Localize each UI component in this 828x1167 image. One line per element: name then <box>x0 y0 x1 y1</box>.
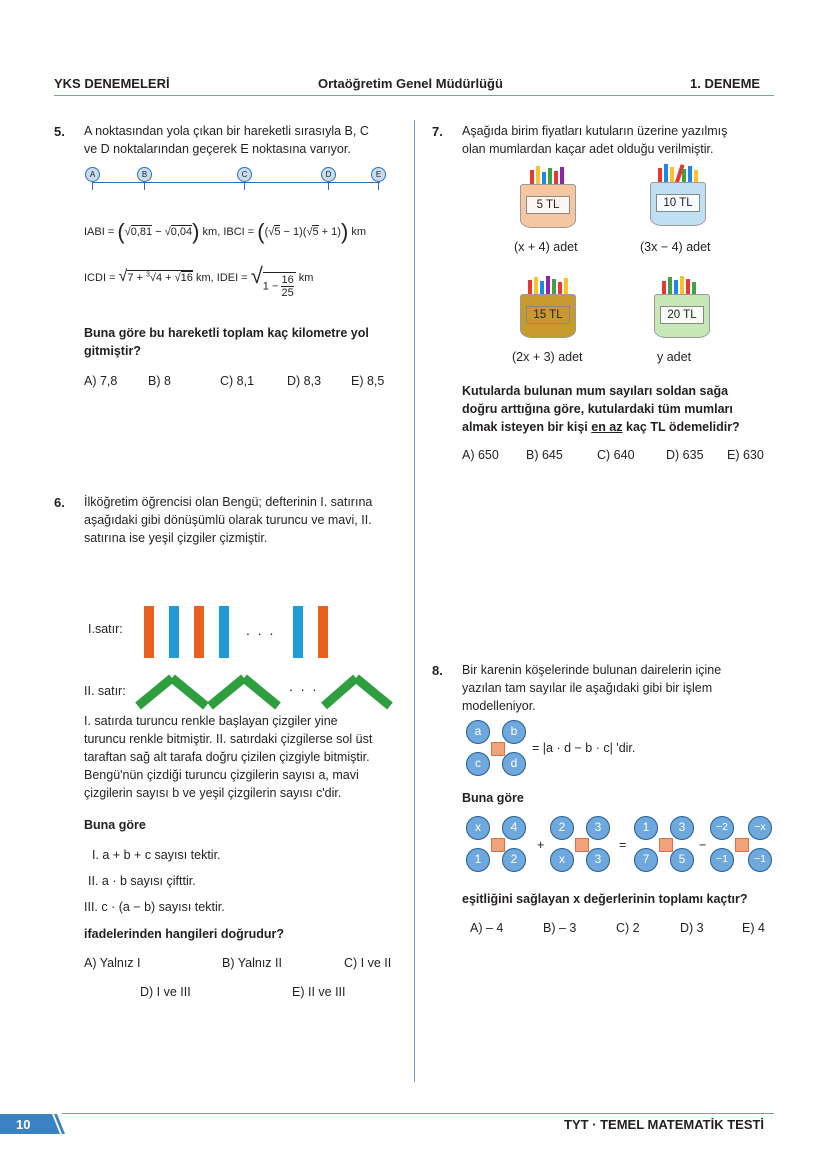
q8-minus: − <box>699 838 707 852</box>
q5-paren: ( <box>117 219 125 244</box>
q5-sqrt-icon: √ <box>149 272 156 284</box>
q7-box-1-price: 5 TL <box>526 196 570 214</box>
q5-sqrt-icon: √ <box>164 226 171 238</box>
q8-g2-d: 3 <box>586 848 610 872</box>
q8-number: 8. <box>432 663 443 678</box>
q6-statement-2: II. a · b sayısı çifttir. <box>88 874 196 888</box>
q5-cd-7: 7 + <box>127 272 143 284</box>
q8-g1-b: 4 <box>502 816 526 840</box>
q8-g4-d: −1 <box>748 848 772 872</box>
q8-model-b: b <box>502 720 526 744</box>
q5-de-num: 16 <box>281 273 294 286</box>
q7-box-2-price: 10 TL <box>656 194 700 212</box>
q7-option-e[interactable]: E) 630 <box>727 448 764 462</box>
q7-candle-box-2 <box>650 164 706 228</box>
q5-sqrt-icon: √ <box>174 272 181 284</box>
q8-g3-d: 5 <box>670 848 694 872</box>
q8-model-rule: = |a · d − b · c| 'dir. <box>532 741 636 755</box>
q8-g4-a: −2 <box>710 816 734 840</box>
q8-square <box>491 742 505 756</box>
q5-km-4: km <box>298 272 314 284</box>
q6-green-zigzag <box>134 672 394 712</box>
q6-para-4: Bengü'nün çizdiği turuncu çizgilerin sayısı a, mavi <box>84 768 359 782</box>
q5-cd-4: 4 + <box>155 272 172 284</box>
q6-option-d[interactable]: D) I ve III <box>140 985 191 999</box>
q7-box-1-count: (x + 4) adet <box>514 240 578 254</box>
q8-square <box>735 838 749 852</box>
q8-square <box>491 838 505 852</box>
q6-statement-3: III. c · (a − b) sayısı tektir. <box>84 900 225 914</box>
q5-km-3: km, <box>195 272 214 284</box>
q5-point-d: D <box>321 167 336 182</box>
q8-text-3: modelleniyor. <box>462 699 536 713</box>
q8-group-2 <box>550 816 614 874</box>
q7-box-4-price: 20 TL <box>660 306 704 324</box>
q5-sqrt-icon: √ <box>124 226 131 238</box>
q8-model-figure <box>464 720 532 778</box>
q5-point-a: A <box>85 167 100 182</box>
q5-cd-root-index: 3 <box>146 271 150 279</box>
q8-g1-d: 2 <box>502 848 526 872</box>
q5-tick <box>92 182 93 190</box>
q6-question: ifadelerinden hangileri doğrudur? <box>84 927 285 941</box>
q6-text-3: satırına ise yeşil çizgiler çizmiştir. <box>84 531 268 545</box>
q5-text-1: A noktasından yola çıkan bir hareketli sırasıyla B, C <box>84 124 369 138</box>
q7-candle-box-4 <box>654 276 710 340</box>
q5-de-1: 1 − <box>262 280 279 292</box>
header-exam: 1. DENEME <box>690 76 761 91</box>
q8-g1-a: x <box>466 816 490 840</box>
q6-option-e[interactable]: E) II ve III <box>292 985 346 999</box>
q8-question: eşitliğini sağlayan x değerlerinin toplamı kaçtır? <box>462 892 748 906</box>
q7-number: 7. <box>432 124 443 139</box>
q5-point-c: C <box>237 167 252 182</box>
q5-sqrt-icon: √ <box>250 263 263 288</box>
q6-statement-1: I. a + b + c sayısı tektir. <box>92 848 221 862</box>
q5-tick <box>328 182 329 190</box>
q7-question-1: Kutularda bulunan mum sayıları soldan sağa <box>462 384 729 398</box>
q7-question-2: doğru arttığına göre, kutulardaki tüm mumları <box>462 402 733 416</box>
column-divider <box>414 120 415 1082</box>
q8-group-4 <box>710 816 776 874</box>
q5-option-c[interactable]: C) 8,1 <box>220 374 255 388</box>
q6-green-line <box>356 678 390 706</box>
q6-para-2: turuncu renkle bitmiştir. II. satırdaki çizgilerse sol üst <box>84 732 373 746</box>
footer-tab-slant-icon <box>46 1114 66 1134</box>
q7-box-3-count: (2x + 3) adet <box>512 350 583 364</box>
q5-route-line <box>92 182 380 183</box>
q6-para-3: taraftan sağ alt tarafa doğru çizilen çizgiyle bitmiştir. <box>84 750 370 764</box>
q5-tick <box>244 182 245 190</box>
q8-g2-a: 2 <box>550 816 574 840</box>
q6-text-2: aşağıdaki gibi dönüşümlü olarak turuncu ve mavi, II. <box>84 513 372 527</box>
q5-number: 5. <box>54 124 65 139</box>
q7-option-d[interactable]: D) 635 <box>666 448 704 462</box>
q7-box-4-count: y adet <box>657 350 692 364</box>
q6-green-line <box>244 678 278 706</box>
q8-option-a[interactable]: A) – 4 <box>470 921 504 935</box>
q6-row2-label: II. satır: <box>84 684 126 698</box>
q6-orange-line <box>144 606 154 658</box>
q6-option-b[interactable]: B) Yalnız II <box>222 956 282 970</box>
q5-tick <box>378 182 379 190</box>
q8-square <box>659 838 673 852</box>
q6-green-line <box>210 678 244 706</box>
q6-green-line <box>324 678 356 706</box>
q6-number: 6. <box>54 495 65 510</box>
q5-bc-5a: 5 <box>274 226 281 238</box>
q5-point-e: E <box>371 167 386 182</box>
q7-option-b[interactable]: B) 645 <box>526 448 563 462</box>
footer-divider <box>62 1113 774 1114</box>
q8-g3-c: 7 <box>634 848 658 872</box>
q5-ab-b: 0,04 <box>170 226 193 238</box>
q6-row1-ellipsis: . . . <box>246 622 276 638</box>
q6-para-5: çizgilerin sayısı b ve yeşil çizgilerin sayısı c'dir. <box>84 786 342 800</box>
q5-de-label: IDEI = <box>216 272 248 284</box>
q7-text-1: Aşağıda birim fiyatları kutuların üzerine yazılmış <box>462 124 728 138</box>
q8-g3-a: 1 <box>634 816 658 840</box>
q6-green-line <box>172 678 206 706</box>
q8-g4-b: −x <box>748 816 772 840</box>
q8-option-b[interactable]: B) – 3 <box>543 921 577 935</box>
q5-question-1: Buna göre bu hareketli toplam kaç kilometre yol <box>84 326 369 340</box>
q5-ab-label: IABI = <box>84 226 115 238</box>
q5-paren: ( <box>257 219 265 244</box>
q8-g3-b: 3 <box>670 816 694 840</box>
q5-point-b: B <box>137 167 152 182</box>
q7-question-3 <box>462 418 740 436</box>
q5-ab-a: 0,81 <box>130 226 153 238</box>
q8-option-d[interactable]: D) 3 <box>680 921 704 935</box>
q8-model-c: c <box>466 752 490 776</box>
q8-equals: = <box>619 838 627 852</box>
q5-formula-ab-bc: IABI = (√0,81 − √0,04) km, IBCI = ((√5 − 1)(√5 + 1)) km <box>84 219 366 244</box>
q5-sqrt-icon: √ <box>268 226 275 238</box>
q6-orange-line <box>318 606 328 658</box>
q7-text-2: olan mumlardan kaçar adet olduğu verilmiştir. <box>462 142 714 156</box>
q6-text-1: İlköğretim öğrencisi olan Bengü; defterinin I. satırına <box>84 495 373 509</box>
header-divider <box>54 95 774 96</box>
q6-blue-line <box>219 606 229 658</box>
q6-row2-ellipsis: . . . <box>289 678 319 694</box>
q5-option-b[interactable]: B) 8 <box>148 374 171 388</box>
q5-bc-5b: 5 <box>312 226 319 238</box>
q5-sqrt-icon: √ <box>118 268 128 285</box>
q7-candle-box-1 <box>520 166 576 230</box>
q7-option-a[interactable]: A) 650 <box>462 448 499 462</box>
q8-model-a: a <box>466 720 490 744</box>
q6-blue-line <box>293 606 303 658</box>
q8-g2-c: x <box>550 848 574 872</box>
q6-blue-line <box>169 606 179 658</box>
q5-paren: ) <box>340 219 349 244</box>
q6-green-line <box>138 678 172 706</box>
q5-sqrt-icon: √ <box>306 226 313 238</box>
q7-box-2-count: (3x − 4) adet <box>640 240 711 254</box>
q6-row1-label: I.satır: <box>88 622 123 636</box>
q8-text-1: Bir karenin köşelerinde bulunan dairelerin içine <box>462 663 722 677</box>
q8-text-2: yazılan tam sayılar ile aşağıdaki gibi bir işlem <box>462 681 713 695</box>
q5-option-d[interactable]: D) 8,3 <box>287 374 322 388</box>
q8-model-d: d <box>502 752 526 776</box>
q5-paren: ) <box>192 219 200 244</box>
q5-option-a[interactable]: A) 7,8 <box>84 374 118 388</box>
q8-g2-b: 3 <box>586 816 610 840</box>
q5-formula-cd-de <box>84 263 313 299</box>
q7-box-3-price: 15 TL <box>526 306 570 324</box>
q8-plus: + <box>537 838 545 852</box>
q5-cd-16: 16 <box>180 272 193 284</box>
q5-question-2: gitmiştir? <box>84 344 141 358</box>
q6-option-a[interactable]: A) Yalnız I <box>84 956 141 970</box>
q5-km-2: km <box>351 226 366 238</box>
q7-q3-emphasis: en az <box>591 420 623 434</box>
q5-text-2: ve D noktalarından geçerek E noktasına varıyor. <box>84 142 351 156</box>
page-number: 10 <box>16 1117 31 1132</box>
q5-option-e[interactable]: E) 8,5 <box>351 374 385 388</box>
q8-group-1 <box>466 816 530 874</box>
header-series: YKS DENEMELERİ <box>54 76 170 91</box>
q8-option-c[interactable]: C) 2 <box>616 921 640 935</box>
q6-para-1: I. satırda turuncu renkle başlayan çizgiler yine <box>84 714 338 728</box>
q8-option-e[interactable]: E) 4 <box>742 921 765 935</box>
q8-buna-gore: Buna göre <box>462 791 524 805</box>
header-institution: Ortaöğretim Genel Müdürlüğü <box>318 76 503 91</box>
q8-g4-c: −1 <box>710 848 734 872</box>
q6-orange-line <box>194 606 204 658</box>
q5-tick <box>144 182 145 190</box>
q6-buna-gore: Buna göre <box>84 818 146 832</box>
footer-test-name: TYT · TEMEL MATEMATİK TESTİ <box>564 1117 765 1132</box>
q7-q3-part-c: kaç TL ödemelidir? <box>626 420 740 434</box>
q7-candle-box-3 <box>520 276 576 340</box>
q8-group-3 <box>634 816 698 874</box>
q7-option-c[interactable]: C) 640 <box>597 448 635 462</box>
q8-square <box>575 838 589 852</box>
q8-g1-c: 1 <box>466 848 490 872</box>
q5-bc-label: IBCI = <box>223 226 255 238</box>
q7-q3-part-a: almak isteyen bir kişi <box>462 420 588 434</box>
q5-de-den: 25 <box>281 286 294 299</box>
q6-option-c[interactable]: C) I ve II <box>344 956 392 970</box>
q5-cd-label: ICDI = <box>84 272 116 284</box>
q5-km-1: km, <box>202 226 221 238</box>
